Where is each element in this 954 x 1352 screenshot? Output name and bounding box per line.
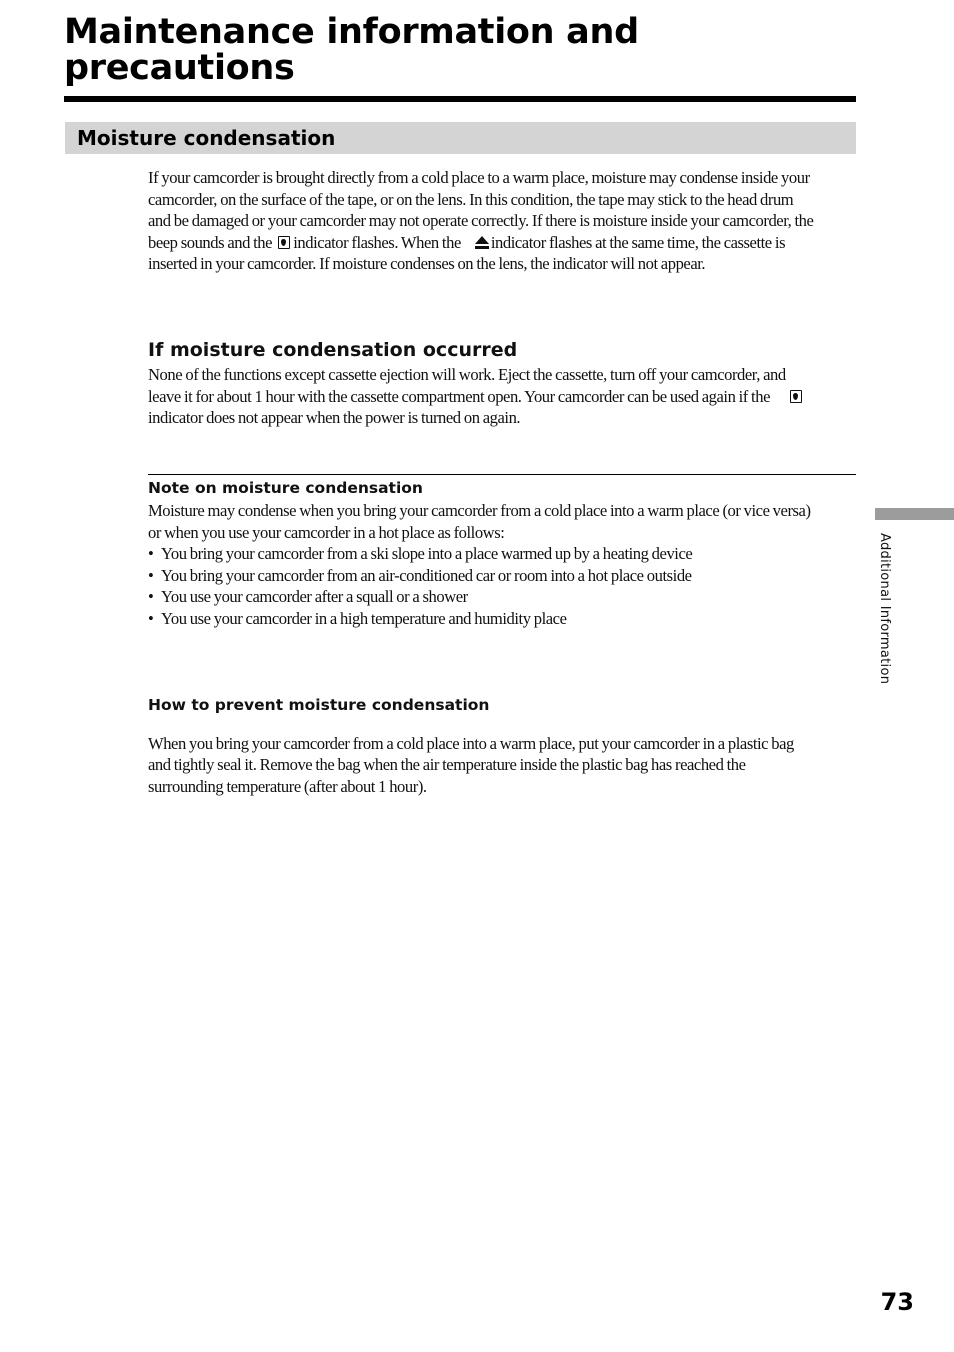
list-item	[148, 586, 816, 608]
list-item	[148, 608, 816, 630]
moisture-indicator-icon	[278, 236, 290, 249]
bullet-text: You bring your camcorder from a ski slope into a place warmed up by a heating device	[161, 544, 693, 564]
page-title: Maintenance information and precautions	[64, 12, 639, 88]
note-bullet-list	[148, 543, 816, 629]
occurred-section	[148, 337, 816, 429]
bullet-marker: •	[148, 565, 154, 585]
occurred-paragraph	[148, 364, 816, 429]
side-tab-marker	[875, 508, 954, 520]
list-item	[148, 543, 816, 565]
note-section	[148, 478, 816, 630]
bullet-text: You use your camcorder after a squall or a shower	[161, 587, 468, 607]
prevent-heading: How to prevent moisture condensation	[148, 696, 490, 714]
occurred-heading: If moisture condensation occurred	[148, 339, 518, 361]
note-heading: Note on moisture condensation	[148, 479, 423, 497]
note-divider	[148, 474, 856, 475]
bullet-text: You bring your camcorder from an air-conditioned car or room into a hot place outside	[161, 565, 692, 585]
bullet-marker: •	[148, 608, 154, 628]
section-heading-bar	[65, 122, 856, 154]
occurred-text-1: None of the functions except cassette ejection will work. Eject the cassette, turn off your camcorder, and leave it for about 1 hour with the cassette compartment open. Your camcorder can be used again if the	[148, 365, 786, 406]
intro-text-1: If your camcorder is brought directly from a cold place to a warm place, moisture may condense inside your camcorder, on the surface of the tape, or on the lens. In this condition, the tape may stick to the head drum and be damaged or your camcorder may not operate correctly. If there is moisture inside your camcorder, the beep sounds and the	[148, 168, 814, 252]
bullet-marker: •	[148, 587, 154, 607]
side-section-label: Additional Information	[877, 533, 892, 685]
title-rule	[64, 96, 856, 102]
intro-section	[148, 167, 816, 275]
intro-text-3: indicator flashes at the same time, the cassette is inserted in your camcorder. If moisture condenses on the lens, the indicator will not appear.	[148, 232, 786, 274]
section-heading: Moisture condensation	[77, 126, 336, 150]
intro-paragraph	[148, 167, 816, 275]
list-item	[148, 565, 816, 587]
intro-text-2: indicator flashes. When the	[293, 232, 461, 252]
page-number: 73	[880, 1288, 914, 1316]
prevent-paragraph: When you bring your camcorder from a cold place into a warm place, put your camcorder in a plastic bag and tightly seal it. Remove the bag when the air temperature inside the plastic bag has reached the surrounding temperature (after about 1 hour).	[148, 733, 794, 796]
bullet-marker: •	[148, 544, 154, 564]
eject-icon	[475, 236, 489, 249]
occurred-text-2: indicator does not appear when the power is turned on again.	[148, 408, 521, 428]
prevent-section	[148, 695, 816, 814]
note-paragraph: Moisture may condense when you bring your camcorder from a cold place into a warm place (or vice versa) or when you use your camcorder in a hot place as follows:	[148, 501, 811, 542]
bullet-text: You use your camcorder in a high temperature and humidity place	[161, 608, 567, 628]
moisture-indicator-icon	[790, 390, 802, 403]
